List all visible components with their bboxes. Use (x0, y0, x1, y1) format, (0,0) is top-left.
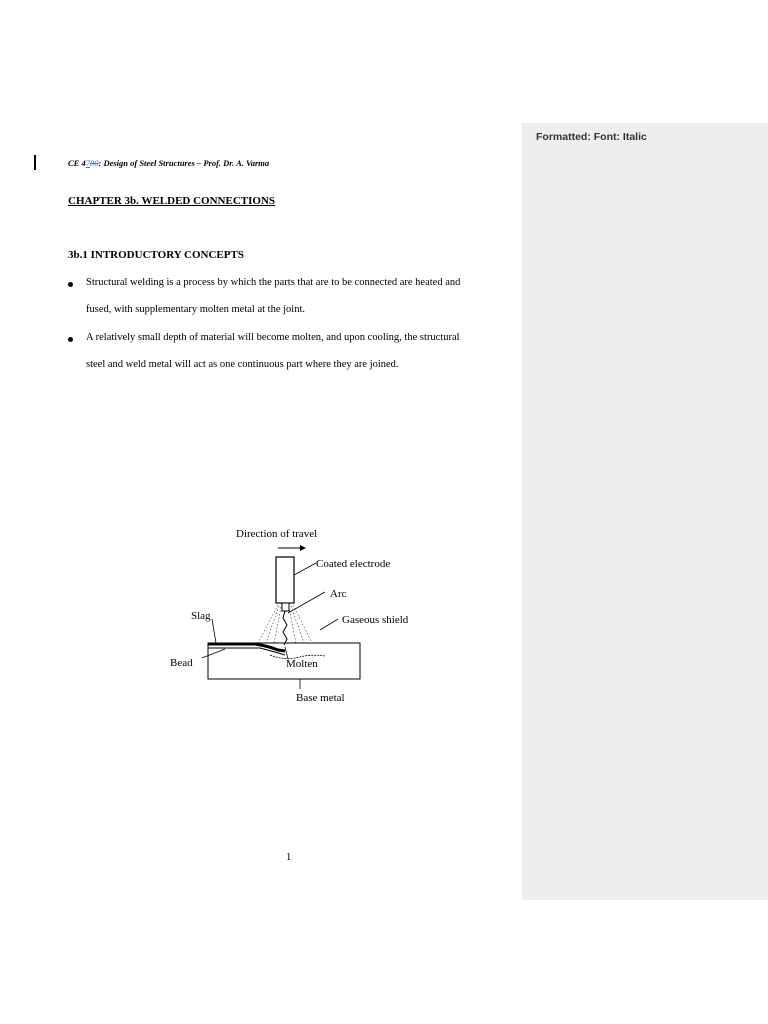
label-shield: Gaseous shield (342, 614, 409, 626)
bullet-text-line1: Structural welding is a process by which the parts that are to be connected are heated and (86, 277, 461, 288)
comment-pane-title: Formatted: Font: Italic (536, 131, 647, 143)
chapter-title: CHAPTER 3b. WELDED CONNECTIONS (68, 195, 276, 207)
arc-icon (283, 611, 287, 645)
bullet-text-line1: A relatively small depth of material will become molten, and upon cooling, the structural (86, 332, 460, 343)
header-course-inserted: 7 (85, 158, 90, 168)
arrowhead-icon (300, 545, 306, 551)
bullet-text-line2: steel and weld metal will act as one continuous part where they are joined. (86, 359, 399, 370)
running-header (68, 158, 269, 168)
leader-electrode (294, 563, 316, 575)
welding-diagram (160, 515, 440, 715)
bullet-icon (68, 337, 73, 342)
header-course-deleted: 00 (89, 158, 99, 168)
electrode-tip (282, 603, 289, 611)
leader-slag (212, 619, 216, 643)
header-course-prefix: CE 4 (68, 158, 86, 168)
change-bar (34, 155, 36, 170)
label-arc: Arc (330, 588, 347, 600)
electrode-icon (276, 557, 294, 603)
section-title: 3b.1 INTRODUCTORY CONCEPTS (68, 249, 244, 261)
label-base: Base metal (296, 692, 345, 704)
label-molten: Molten (286, 658, 318, 670)
label-electrode: Coated electrode (316, 558, 391, 570)
leader-shield (320, 619, 338, 630)
header-course-suffix: : (98, 158, 102, 168)
bullet-text-line2: fused, with supplementary molten metal at the joint. (86, 304, 305, 315)
header-course-title: Design of Steel Structures – Prof. Dr. A. Varma (101, 158, 270, 168)
label-direction: Direction of travel (236, 528, 318, 540)
label-bead: Bead (170, 657, 193, 669)
label-slag: Slag (191, 610, 211, 622)
page-number: 1 (286, 852, 292, 863)
comment-pane (522, 123, 768, 900)
bullet-icon (68, 282, 73, 287)
